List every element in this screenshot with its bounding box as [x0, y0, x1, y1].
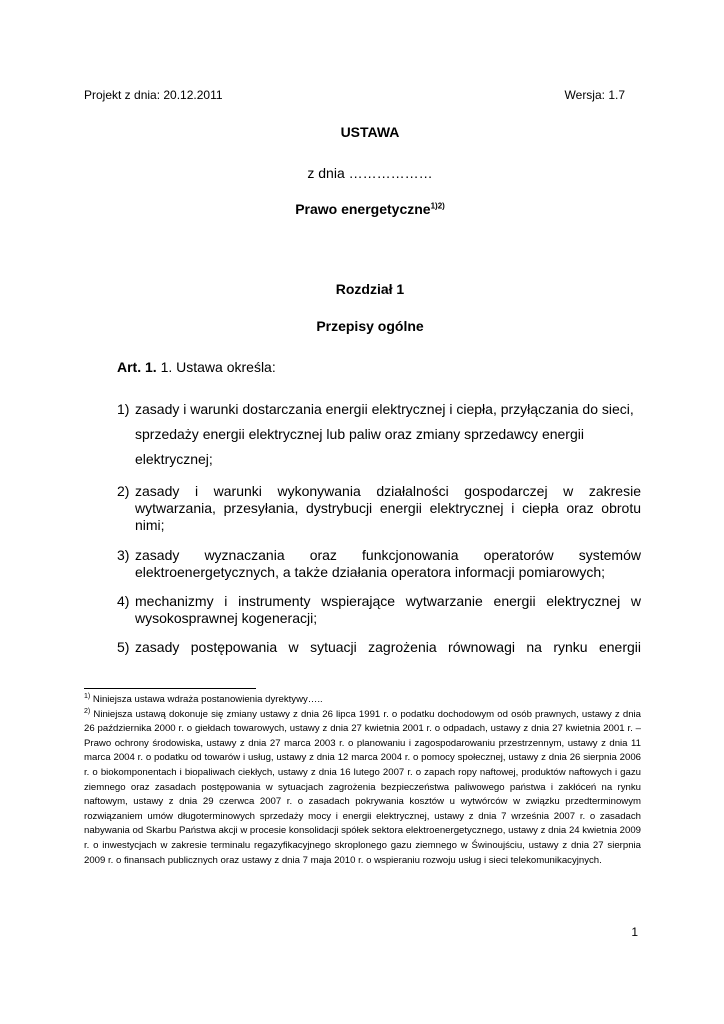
footnotes [84, 693, 641, 868]
footnote-text: Niniejsza ustawą dokonuje się zmiany ustawy z dnia 26 lipca 1991 r. o podatku dochodowym od osób prawnych, ustawy z dnia 26 października 2000 r. o giełdach towarowych, ustawy z dnia 27 kwietnia 2001 r. o odpadach, ustawy z dnia 27 kwietnia 2001 r. – Prawo ochrony środowiska, ustawy z dnia 27 marca 2003 r. o planowaniu i zagospodarowaniu przestrzennym, ustawy z dnia 11 marca 2004 r. o podatku od towarów i usług, ustawy z dnia 12 marca 2004 r. o pomocy społecznej, ustawy z dnia 26 sierpnia 2006 r. o biokomponentach i biopaliwach ciekłych, ustawy z dnia 16 lutego 2007 r. o zapach ropy naftowej, produktów naftowych i gazu ziemnego oraz zasadach postępowania w sytuacjach zagrożenia bezpieczeństwa paliwowego państwa i zakłóceń na rynku naftowym, ustawy z dnia 29 czerwca 2007 r. o zasadach pokrywania kosztów u wytwórców w związku przedterminowym rozwiązaniem umów długoterminowych sprzedaży mocy i energii elektrycznej, ustawy z dnia 7 września 2007 r. o zasadach nabywania od Skarbu Państwa akcji w procesie konsolidacji spółek sektora elektroenergetycznego, ustawy z dnia 24 kwietnia 2009 r. o inwestycjach w zakresie terminalu regazyfikacyjnego skroplonego gazu ziemnego w Świnoujściu, ustawy z dnia 27 sierpnia 2009 r. o finansach publicznych oraz ustawy z dnia 7 maja 2010 r. o wspieraniu rozwoju usług i sieci telekomunikacyjnych. [84, 708, 642, 866]
list-item [117, 639, 641, 656]
list-item-text: zasady i warunki dostarczania energii elektrycznej i ciepła, przyłączania do sieci, sprzedaży energii elektrycznej lub paliw oraz zmiany sprzedawcy energii elektrycznej; [135, 401, 634, 467]
date-line: z dnia ……………… [307, 165, 433, 181]
page-number: 1 [631, 925, 638, 939]
list-item-text: mechanizmy i instrumenty wspierające wytwarzanie energii elektrycznej w wysokosprawnej kogeneracji; [135, 593, 641, 626]
version: Wersja: 1.7 [564, 88, 625, 102]
list-item-number: 5) [117, 639, 130, 655]
list-item-text: zasady i warunki wykonywania działalności gospodarczej w zakresie wytwarzania, przesyłania, dystrybucji energii elektrycznej i ciepła oraz obrotu nimi; [135, 483, 641, 533]
list-item-number: 4) [117, 593, 130, 609]
list-item-number: 1) [117, 401, 130, 417]
chapter-title: Przepisy ogólne [316, 318, 424, 334]
article-heading [117, 359, 276, 375]
list-item [117, 593, 641, 627]
project-date: Projekt z dnia: 20.12.2011 [84, 88, 223, 102]
list-item-number: 3) [117, 547, 130, 563]
footnote [84, 708, 641, 869]
document-type: USTAWA [340, 124, 400, 140]
list-item [117, 547, 641, 581]
footnote-text: Niniejsza ustawa wdraża postanowienia dyrektywy….. [92, 694, 323, 705]
footnote-separator [84, 688, 256, 689]
list-item [117, 397, 641, 472]
law-title [0, 201, 724, 217]
article-label: Art. 1. [117, 359, 157, 375]
list-item-text: zasady postępowania w sytuacji zagrożenia równowagi na rynku energii [135, 639, 641, 655]
footnote-marker: 1) [84, 692, 91, 700]
list-item [117, 483, 641, 534]
footnote-marker: 2) [84, 707, 91, 715]
law-title-text: Prawo energetyczne [295, 201, 431, 217]
footnote [84, 693, 641, 708]
list-item-text: zasady wyznaczania oraz funkcjonowania operatorów systemów elektroenergetycznych, a także działania operatora informacji pomiarowych; [135, 547, 641, 580]
article-intro: 1. Ustawa określa: [160, 359, 276, 375]
footnote-ref[interactable]: 1)2) [430, 201, 445, 211]
chapter-heading: Rozdział 1 [335, 281, 405, 297]
list-item-number: 2) [117, 483, 130, 499]
